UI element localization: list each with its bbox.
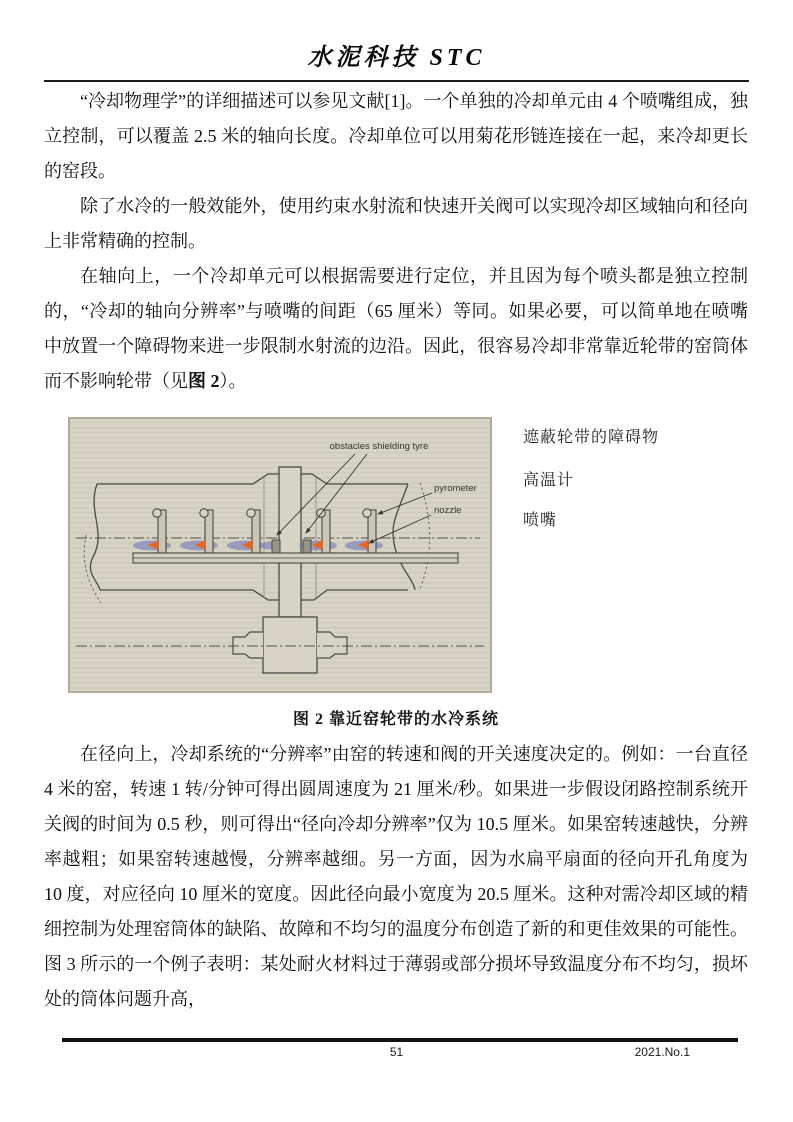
side-label-pyrometer: 高温计 <box>523 471 575 489</box>
paragraph-1: “冷却物理学”的详细描述可以参见文献[1]。一个单独的冷却单元由 4 个喷嘴组成，独立控制，可以覆盖 2.5 米的轴向长度。冷却单位可以用菊花形链连接在一起，来冷却更长的窑段。 <box>44 90 748 181</box>
obstacle-right <box>303 540 311 553</box>
obstacles-label: obstacles shielding tyre <box>329 440 429 452</box>
figure-2-block <box>68 417 660 693</box>
paragraph-4: 在径向上，冷却系统的“分辨率”由窑的转速和阀的开关速度决定的。例如：一台直径 4 米的窑，转速 1 转/分钟可得出圆周速度为 21 厘米/秒。如果进一步假设闭路控制系统开关阀的时间为 0.5 秒，则可得出“径向冷却分辨率”仅为 10.5 厘米。如果窑转速越快，分辨率越粗；如果窑转速越慢，分辨率越细。另一方面，因为水扁平扇面的径向开孔角度为 10 度，对应径向 10 厘米的宽度。因此径向最小宽度为 20.5 厘米。这种对需冷却区域的精细控制为处理窑筒体的缺陷、故障和不均匀的温度分布创造了新的和更佳效果的可能性。图 3 所示的一个例子表明：某处耐火材料过于薄弱或部分损坏导致温度分布不均匀，损坏处的筒体问题升高， <box>44 743 748 1009</box>
paragraph-2: 除了水冷的一般效能外，使用约束水射流和快速开关阀可以实现冷却区域轴向和径向上非常精确的控制。 <box>44 195 748 251</box>
post-swivel <box>363 509 371 517</box>
post-swivel <box>200 509 208 517</box>
paragraph-3-end: ）。 <box>219 370 247 391</box>
figure-2-diagram <box>68 417 492 693</box>
side-label-nozzle: 喷嘴 <box>523 511 558 529</box>
water-pipe <box>133 553 458 563</box>
journal-title: 水泥科技 STC <box>307 45 486 71</box>
post-swivel <box>247 509 255 517</box>
article-body <box>44 84 748 1017</box>
nozzle-label: nozzle <box>434 504 462 516</box>
header-rule <box>44 80 749 82</box>
page-number: 51 <box>389 1045 404 1059</box>
kiln-tyre <box>279 467 301 617</box>
pyrometer-label: pyrometer <box>434 482 477 494</box>
figure-2-reference: 图 2 <box>188 370 220 391</box>
paragraph-3-text: 在轴向上，一个冷却单元可以根据需要进行定位，并且因为每个喷头都是独立控制的，“冷却的轴向分辨率”与喷嘴的间距（65 厘米）等同。如果必要，可以简单地在喷嘴中放置一个障碍物来进一步限制水射流的边沿。因此，很容易冷却非常靠近轮带的窑筒体而不影响轮带（见 <box>44 265 748 391</box>
footer-rule <box>62 1038 738 1042</box>
paragraph-3 <box>44 259 748 399</box>
figure-2-caption: 图 2 靠近窑轮带的水冷系统 <box>292 710 499 728</box>
post-swivel <box>153 509 161 517</box>
page-footer <box>0 1045 793 1061</box>
side-label-obstacles: 遮蔽轮带的障碍物 <box>523 428 660 446</box>
obstacle-left <box>272 540 280 553</box>
issue-number: 2021.No.1 <box>634 1045 690 1059</box>
